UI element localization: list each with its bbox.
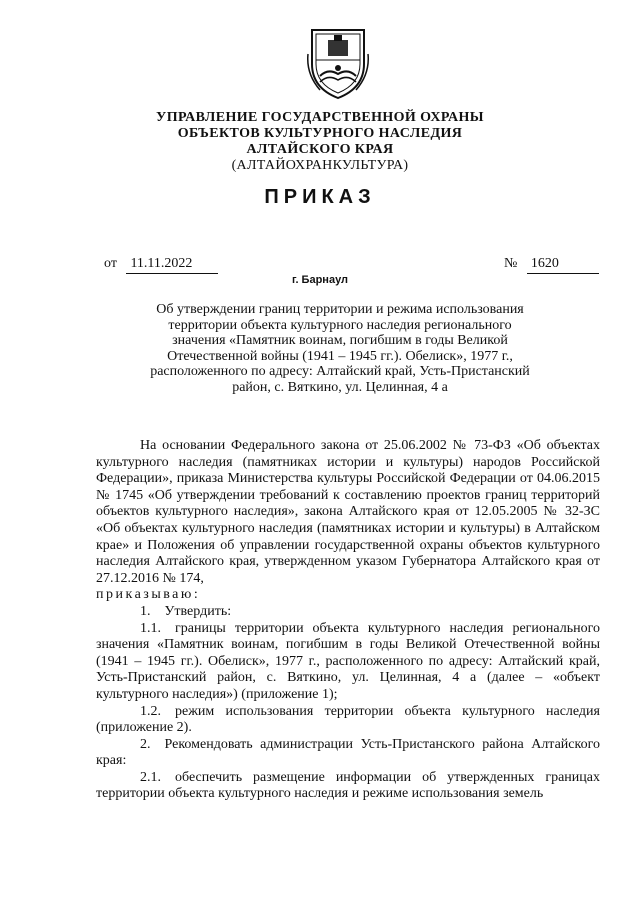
number-prefix: № (504, 256, 518, 271)
org-abbreviation: (АЛТАЙОХРАНКУЛЬТУРА) (231, 158, 409, 173)
item-1-1: 1.1. границы территории объекта культурного наследия регионального значения «Памятник воинам, погибшим в годы Великой Отечественной войны (1941 – 1945 гг.). Обелиск», 1977 г., расположенного по адресу: Алтайский край, Усть-Пристанский район, с. Вяткино, ул. Целинная, 4 а (далее – «объект культурного наследия») (приложение 1); (96, 620, 600, 702)
organization-header (0, 110, 640, 174)
subject-line: Отечественной войны (1941 – 1945 гг.). Обелиск», 1977 г., (167, 348, 513, 364)
subject-line: территории объекта культурного наследия регионального (168, 317, 512, 333)
subject-line: район, с. Вяткино, ул. Целинная, 4 а (232, 379, 448, 395)
coat-of-arms-emblem (306, 24, 370, 102)
subject-line: значения «Памятник воинам, погибшим в годы Великой (172, 333, 508, 348)
date-field (104, 256, 218, 274)
document-body (96, 438, 600, 803)
org-line-3: АЛТАЙСКОГО КРАЯ (246, 142, 394, 157)
item-1: 1. Утвердить: (140, 603, 232, 619)
item-2: 2. Рекомендовать администрации Усть-Пристанского района Алтайского края: (96, 736, 600, 769)
org-line-2: ОБЪЕКТОВ КУЛЬТУРНОГО НАСЛЕДИЯ (177, 126, 463, 141)
order-word: приказываю: (96, 587, 201, 603)
date-value: 11.11.2022 (126, 256, 218, 274)
item-1-2: 1.2. режим использования территории объекта культурного наследия (приложение 2). (96, 703, 600, 736)
document-type-title: ПРИКАЗ (264, 186, 376, 208)
preamble-paragraph: На основании Федерального закона от 25.06.2002 № 73-ФЗ «Об объектах культурного наследия (памятниках истории и культуры) народов Российской Федерации», приказа Министерства культуры Российской Федерации от 04.06.2015 № 1745 «Об утверждении требований к составлению проектов границ территорий объектов культурного наследия», закона Алтайского края от 12.05.2005 № 32-ЗС «Об объектах культурного наследия (памятниках истории и культуры) в Алтайском крае» и Положения об управлении государственной охраны объектов культурного наследия Алтайского края, утвержденном указом Губернатора Алтайского края от 27.12.2016 № 174, (96, 438, 600, 586)
number-field (504, 256, 599, 274)
item-2-1: 2.1. обеспечить размещение информации об утвержденных границах территории объекта культурного наследия и режиме использования земель (96, 769, 600, 802)
subject-block (120, 302, 560, 395)
subject-line: Об утверждении границ территории и режима использования (156, 302, 524, 317)
org-line-1: УПРАВЛЕНИЕ ГОСУДАРСТВЕННОЙ ОХРАНЫ (156, 110, 484, 125)
number-value: 1620 (527, 256, 599, 274)
date-prefix: от (104, 256, 117, 271)
subject-line: расположенного по адресу: Алтайский край, Усть-Пристанский (150, 364, 530, 379)
city: г. Барнаул (291, 274, 349, 286)
